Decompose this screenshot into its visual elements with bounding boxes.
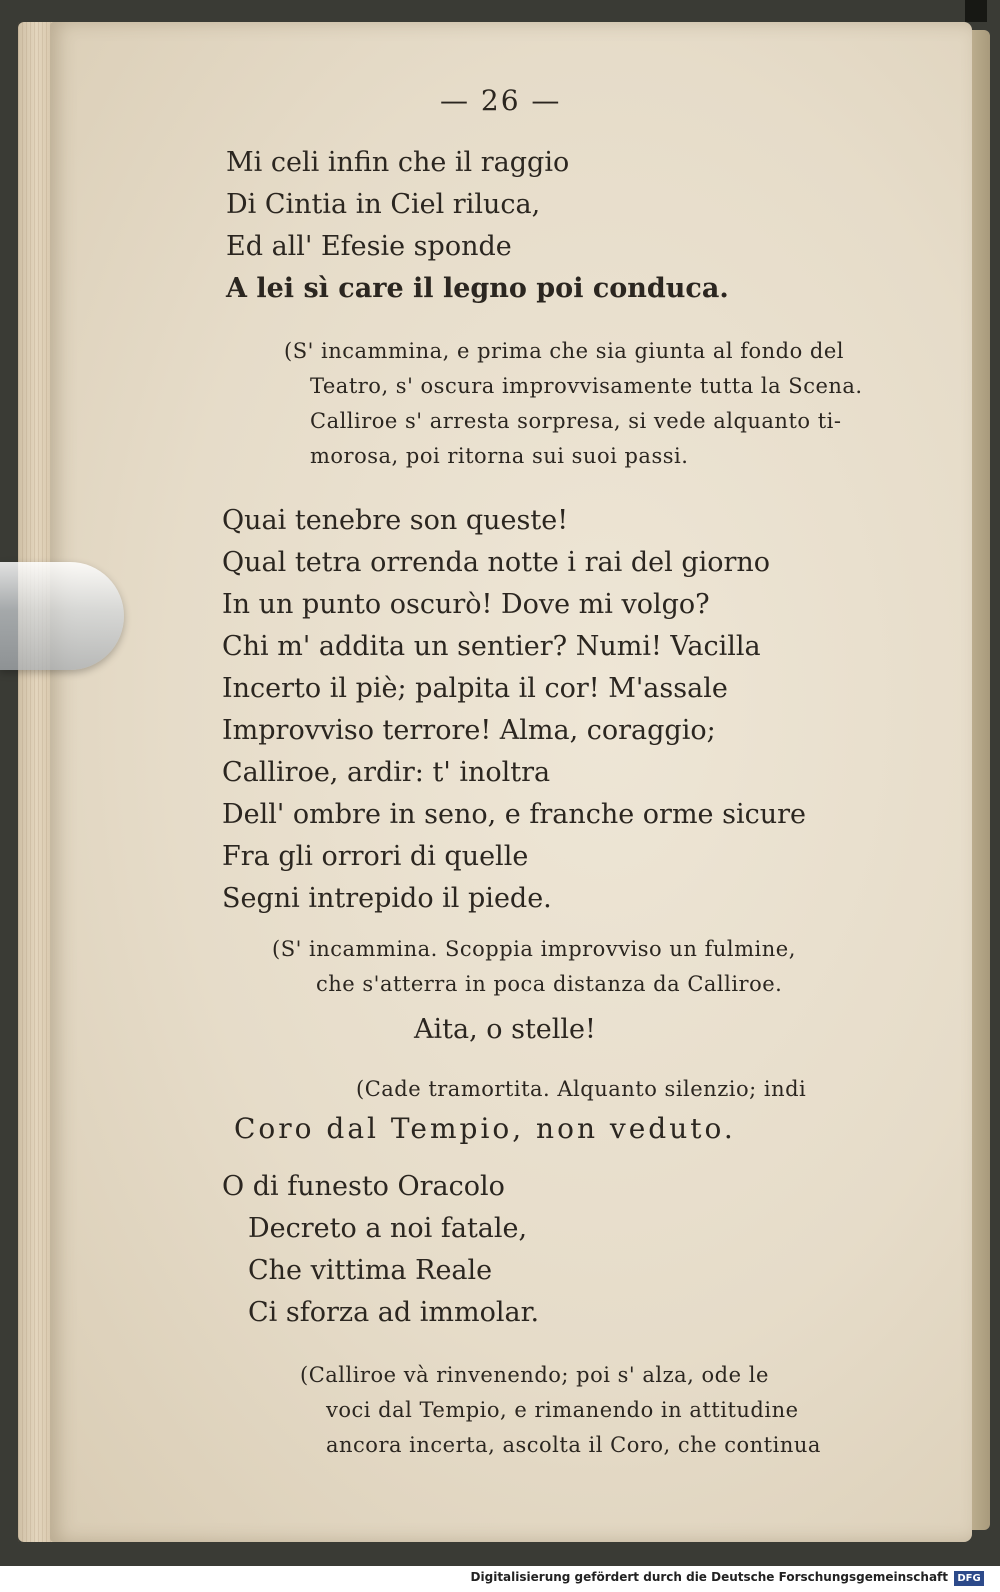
- page-number: — 26 —: [440, 84, 562, 117]
- verse-block-1: [226, 142, 729, 310]
- stage-direction-2: [272, 932, 796, 1002]
- verse-line: Qual tetra orrenda notte i rai del giorno: [222, 547, 771, 578]
- stage-direction-3: (Cade tramortita. Alquanto silenzio; indi: [356, 1077, 807, 1101]
- verse-line: Che vittima Reale: [248, 1255, 493, 1286]
- stage-direction-1: [284, 334, 863, 474]
- stage-line: Calliroe s' arresta sorpresa, si vede alquanto ti-: [310, 409, 842, 433]
- stage-line: ancora incerta, ascolta il Coro, che continua: [326, 1433, 821, 1457]
- verse-line: Di Cintia in Ciel riluca,: [226, 189, 541, 220]
- verse-line: A lei sì care il legno poi conduca.: [226, 273, 729, 304]
- stage-line: Teatro, s' oscura improvvisamente tutta la Scena.: [310, 374, 863, 398]
- verse-line: Decreto a noi fatale,: [248, 1213, 528, 1244]
- verse-line: Chi m' addita un sentier? Numi! Vacilla: [222, 631, 761, 662]
- corner-mark: [965, 0, 987, 22]
- verse-block-2: [222, 500, 806, 920]
- verse-line: Fra gli orrori di quelle: [222, 841, 529, 872]
- verse-block-3: [222, 1166, 539, 1334]
- stage-line: (S' incammina. Scoppia improvviso un fulmine,: [272, 937, 796, 961]
- verse-line: Improvviso terrore! Alma, coraggio;: [222, 715, 716, 746]
- verse-line: In un punto oscurò! Dove mi volgo?: [222, 589, 710, 620]
- verse-line: Incerto il piè; palpita il cor! M'assale: [222, 673, 728, 704]
- stage-line: voci dal Tempio, e rimanendo in attitudine: [326, 1398, 799, 1422]
- footer-credit: Digitalisierung gefördert durch die Deutsche Forschungsgemeinschaft: [470, 1570, 948, 1584]
- verse-line: Calliroe, ardir: t' inoltra: [222, 757, 551, 788]
- stage-line: che s'atterra in poca distanza da Calliroe.: [316, 972, 783, 996]
- exclamation-line: Aita, o stelle!: [414, 1014, 596, 1045]
- chorus-heading: Coro dal Tempio, non veduto.: [234, 1112, 736, 1145]
- stage-line: (S' incammina, e prima che sia giunta al fondo del: [284, 339, 845, 363]
- verse-line: Ci sforza ad immolar.: [248, 1297, 540, 1328]
- footer-bar: [0, 1566, 1000, 1592]
- verse-line: Ed all' Efesie sponde: [226, 231, 512, 262]
- verse-line: Quai tenebre son queste!: [222, 505, 569, 536]
- stage-line: morosa, poi ritorna sui suoi passi.: [310, 444, 689, 468]
- verse-line: Dell' ombre in seno, e franche orme sicure: [222, 799, 806, 830]
- verse-line: Segni intrepido il piede.: [222, 883, 552, 914]
- page-clip: [0, 562, 124, 670]
- stage-line: (Calliroe và rinvenendo; poi s' alza, ode le: [300, 1363, 769, 1387]
- stage-direction-4: [300, 1358, 821, 1463]
- verse-line: Mi celi infin che il raggio: [226, 147, 570, 178]
- dfg-logo-icon: DFG: [954, 1571, 984, 1586]
- verse-line: O di funesto Oracolo: [222, 1171, 505, 1202]
